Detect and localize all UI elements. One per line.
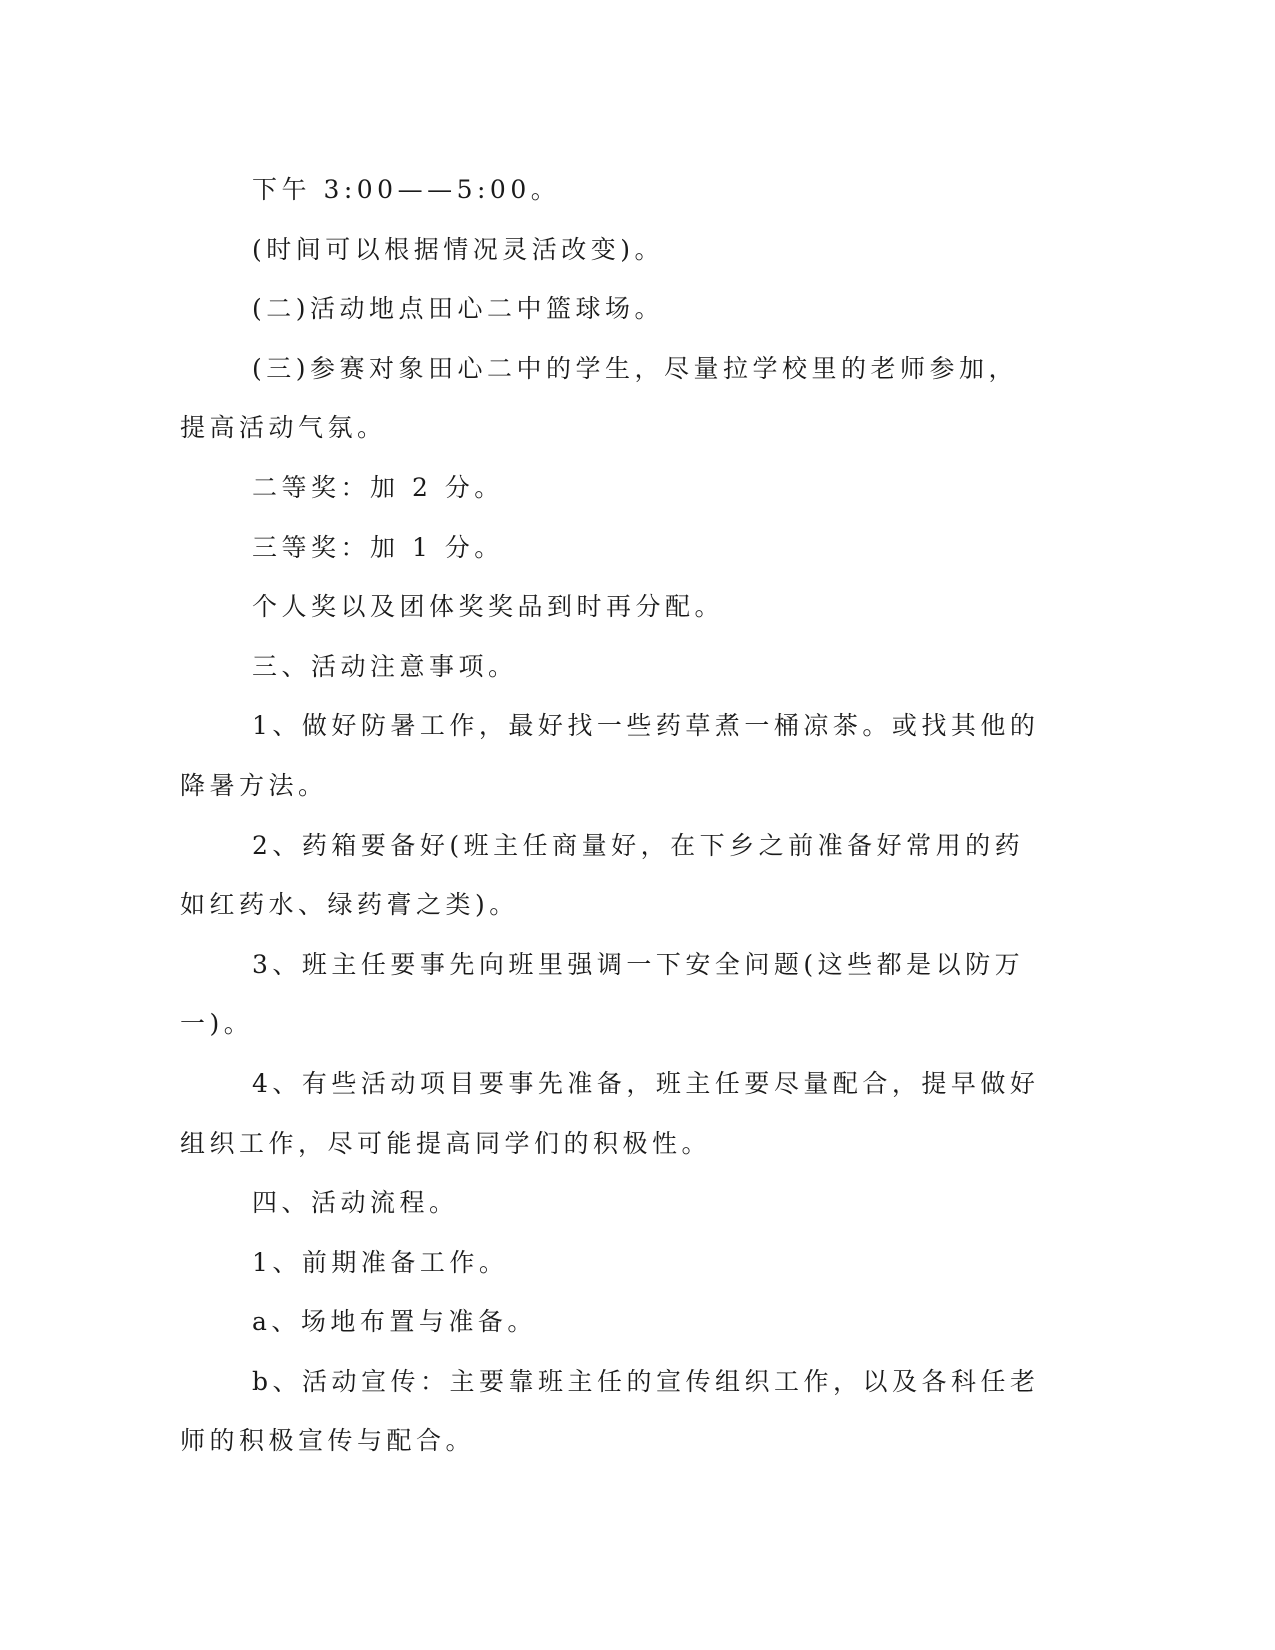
sub-item-venue: a、场地布置与准备。 (252, 1307, 537, 1337)
list-item-safety: 3、班主任要事先向班里强调一下安全问题(这些都是以防万一)。 (180, 949, 1025, 1039)
paragraph-second-prize: 二等奖：加 2 分。 (252, 472, 504, 502)
paragraph-prize-distribution: 个人奖以及团体奖奖品到时再分配。 (252, 592, 725, 622)
paragraph-time-note: (时间可以根据情况灵活改变)。 (252, 234, 665, 264)
paragraph-participants: (三)参赛对象田心二中的学生，尽量拉学校里的老师参加，提高活动气氛。 (180, 353, 1019, 443)
paragraph-location: (二)活动地点田心二中篮球场。 (252, 294, 665, 324)
document-body (180, 160, 1040, 1471)
section-heading-process: 四、活动流程。 (252, 1188, 459, 1218)
sub-item-publicity: b、活动宣传：主要靠班主任的宣传组织工作，以及各科任老师的积极宣传与配合。 (180, 1366, 1040, 1456)
list-item-preparation: 4、有些活动项目要事先准备，班主任要尽量配合，提早做好组织工作，尽可能提高同学们的积极性。 (180, 1068, 1040, 1158)
paragraph-third-prize: 三等奖：加 1 分。 (252, 532, 504, 562)
list-item-early-work: 1、前期准备工作。 (252, 1247, 509, 1277)
paragraph-time: 下午 3:00——5:00。 (252, 175, 561, 204)
list-item-heatstroke: 1、做好防暑工作，最好找一些药草煮一桶凉茶。或找其他的降暑方法。 (180, 711, 1040, 800)
section-heading-notes: 三、活动注意事项。 (252, 651, 518, 681)
list-item-first-aid: 2、药箱要备好(班主任商量好，在下乡之前准备好常用的药如红药水、绿药膏之类)。 (180, 830, 1025, 920)
